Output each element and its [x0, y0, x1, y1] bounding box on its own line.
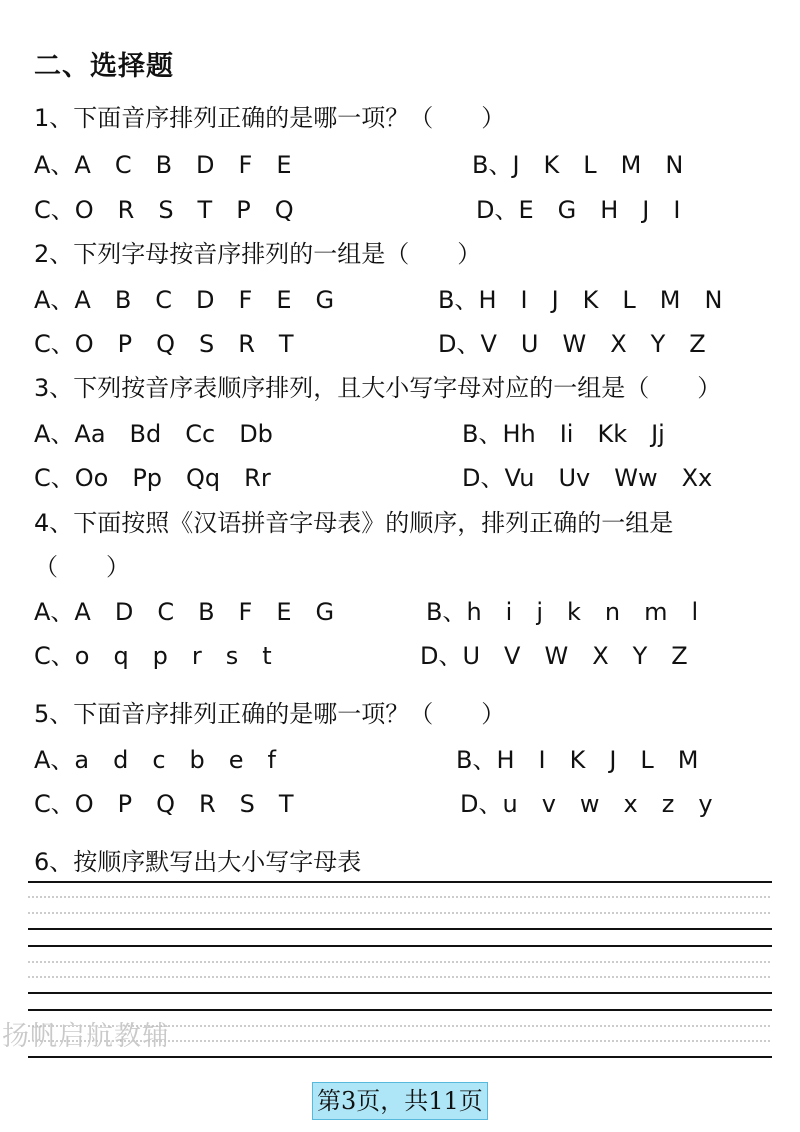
question-4-paren: （ ） [34, 553, 130, 581]
q4-option-d: D、U V W X Y Z [420, 642, 688, 670]
q5-option-b: B、H I K J L M [456, 746, 699, 774]
q3-option-a: A、Aa Bd Cc Db [34, 420, 273, 448]
q3-option-d: D、Vu Uv Ww Xx [462, 464, 713, 492]
q5-option-d: D、u v w x z y [460, 790, 713, 818]
q5-option-a: A、a d c b e f [34, 746, 277, 774]
question-5: 5、下面音序排列正确的是哪一项？（ ） [34, 700, 506, 728]
section-title: 二、选择题 [34, 51, 174, 82]
watermark: 扬帆启航教辅 [2, 1021, 170, 1052]
q2-option-a: A、A B C D F E G [34, 286, 335, 314]
q1-option-c: C、O R S T P Q [34, 196, 294, 224]
q4-option-a: A、A D C B F E G [34, 598, 335, 626]
q1-option-d: D、E G H J I [476, 196, 681, 224]
q2-option-c: C、O P Q S R T [34, 330, 294, 358]
q1-option-a: A、A C B D F E [34, 151, 292, 179]
q1-option-b: B、J K L M N [472, 151, 684, 179]
q4-option-b: B、h i j k n m l [426, 598, 699, 626]
q4-option-c: C、o q p r s t [34, 642, 272, 670]
q2-option-d: D、V U W X Y Z [438, 330, 706, 358]
question-2: 2、下列字母按音序排列的一组是（ ） [34, 240, 482, 268]
page-number-footer: 第3页，共11页 [312, 1082, 488, 1120]
q3-option-c: C、Oo Pp Qq Rr [34, 464, 271, 492]
question-4: 4、下面按照《汉语拼音字母表》的顺序，排列正确的一组是 [34, 509, 674, 537]
question-6: 6、按顺序默写出大小写字母表 [34, 848, 362, 876]
q3-option-b: B、Hh Ii Kk Jj [462, 420, 665, 448]
q5-option-c: C、O P Q R S T [34, 790, 294, 818]
question-3: 3、下列按音序表顺序排列，且大小写字母对应的一组是（ ） [34, 374, 722, 402]
q2-option-b: B、H I J K L M N [438, 286, 723, 314]
question-1: 1、下面音序排列正确的是哪一项？（ ） [34, 104, 506, 132]
